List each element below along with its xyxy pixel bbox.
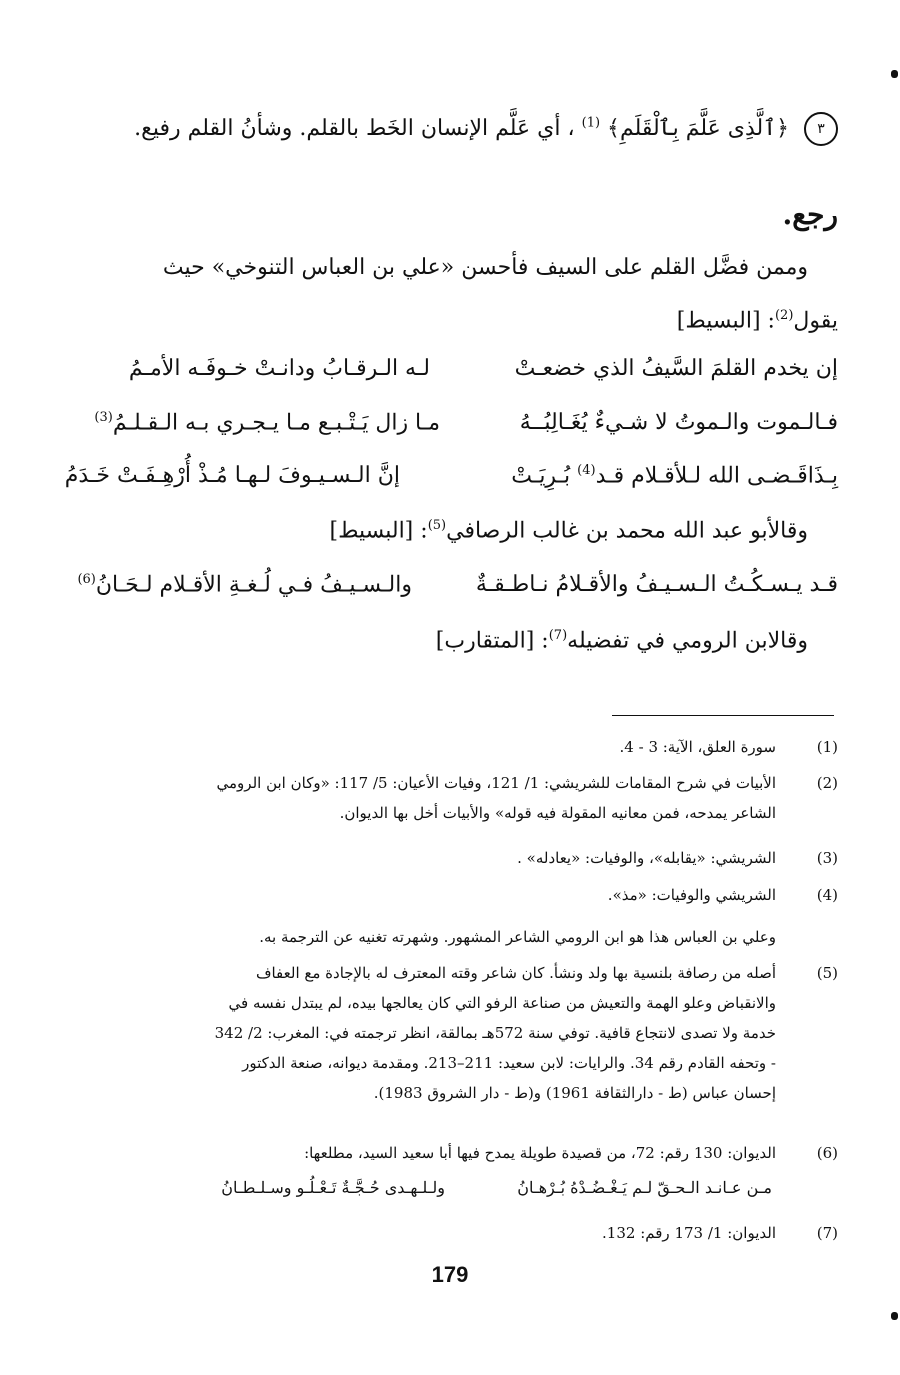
intro-line-2 — [677, 308, 838, 333]
footnote-ref: (7) — [548, 628, 568, 643]
footnote-text: الشريشي والوفيات: «مذ». — [607, 886, 776, 904]
ayah-line — [134, 112, 838, 146]
footnote-6 — [100, 1138, 838, 1168]
poem2-verse-right: قـد يـسـكُـتُ الـسـيـفُ والأقـلامُ نـاطـقـةٌ — [475, 572, 838, 597]
footnote-number: (1) — [816, 738, 838, 756]
poem-verse-1-left: لـه الـرقـابُ ودانـتْ خـوفَـه الأمـمُ — [128, 356, 430, 381]
footnote-text: الشاعر يمدحه، فمن معانيه المقولة فيه قوله» والأبيات أخل بها الديوان. — [339, 804, 776, 822]
poem-verse-3-left: إنَّ الـسـيـوفَ لـهـا مُـذْ أُرْهِـفَـتْ خَـدَمُ — [64, 463, 400, 488]
footnote-number: (4) — [816, 886, 838, 904]
footnote-text: الأبيات في شرح المقامات للشريشي: 1/ 121، وفيات الأعيان: 5/ 117: «وكان ابن الرومي — [216, 774, 776, 792]
footnote-note — [100, 922, 838, 952]
footnote-3 — [100, 843, 838, 873]
footnote-text: وعلي بن العباس هذا هو ابن الرومي الشاعر المشهور. وشهرته تغنيه عن الترجمة به. — [259, 928, 776, 946]
intro-3 — [436, 628, 808, 653]
footnote-ref: (6) — [77, 572, 96, 587]
footnote-text: الشريشي: «يقابله»، والوفيات: «يعادله» . — [517, 849, 776, 867]
footnote-text: الديوان: 1/ 173 رقم: 132. — [602, 1224, 776, 1242]
poem-verse-2-left-text: مـا زال يَـتْـبـع مـا يـجـري بـه الـقـلـمُ — [112, 410, 440, 436]
footnote-text: والانقباض وعلو الهمة والتعيش من صناعة الرفو التي كان يعالجها بيده، لم يبتدل نفسه في — [228, 994, 776, 1012]
footnote-text: سورة العلق، الآية: 3 - 4. — [619, 738, 776, 756]
footnote-ref: (2) — [774, 308, 794, 323]
footnote-number: (6) — [816, 1144, 838, 1162]
intro-line-2-text: يقول — [793, 308, 838, 334]
scan-mark — [891, 70, 898, 78]
footnote-text: أصله من رصافة بلنسية بها ولد ونشأ. كان شاعر وقته المعترف له بالإجادة مع العفاف — [255, 964, 776, 982]
intro-3-text: وقالابن الرومي في تفضيله — [567, 628, 808, 654]
footnote-number: (7) — [816, 1224, 838, 1242]
meter-label: : [البسيط] — [329, 518, 428, 544]
footnote-separator — [612, 715, 834, 716]
footnote-number: (3) — [816, 849, 838, 867]
footnote-number: (5) — [816, 964, 838, 982]
poem-verse-1-right: إن يخدم القلمَ السَّيفُ الذي خضعـتْ — [514, 356, 838, 381]
footnote-ref: (3) — [94, 410, 113, 425]
footnote-7 — [100, 1218, 838, 1248]
intro-line-1: وممن فضَّل القلم على السيف فأحسن «علي بن العباس التنوخي» حيث — [162, 255, 808, 280]
ayah-quote: ﴿ٱلَّذِى عَلَّمَ بِٱلْقَلَمِ﴾ — [607, 116, 789, 141]
footnote-verse-right: مـن عـانـد الـحـقّ لـم يَـغْـضُـدْهُ بُـرْهـانُ — [517, 1178, 772, 1197]
footnote-1 — [100, 732, 838, 762]
poem-verse-3-right-tail: بُـرِيَـتْ — [511, 463, 578, 489]
poem-verse-3-right — [511, 463, 838, 488]
meter-label: : [المتقارب] — [435, 628, 549, 654]
page-number: 179 — [431, 1262, 469, 1287]
footnote-ref: (5) — [427, 518, 447, 533]
section-heading: رجع. — [782, 198, 838, 231]
poem-verse-2-left — [94, 410, 440, 435]
intro-2-text: وقالأبو عبد الله محمد بن غالب الرصافي — [446, 518, 808, 544]
ayah-number-marker: ٣ — [804, 112, 838, 146]
footnote-ref: (4) — [577, 463, 596, 478]
footnote-text: خدمة ولا تصدى لانتجاع قافية. توفي سنة 572هـ بمالقة، انظر ترجمته في: المغرب: 2/ 342 — [214, 1024, 776, 1042]
footnote-verse-left: ولـلـهـدى حُـجَّـةٌ تَـعْـلُـو وسـلـطـانُ — [221, 1178, 445, 1197]
poem-verse-2-right: فـالـموت والـموتُ لا شـيءٌ يُغَـالِبُــهُ — [519, 410, 838, 435]
poem-verse-3-right-text: بِـذَاقَـضـى الله لـلأقـلام قـد — [595, 463, 838, 489]
intro-2 — [330, 518, 809, 543]
footnote-5 — [100, 958, 838, 1108]
poem2-verse-left — [77, 572, 412, 597]
footnote-text: إحسان عباس (ط - دارالثقافة 1961) و(ط - دار الشروق 1983). — [373, 1084, 776, 1102]
footnote-ref: (1) — [581, 115, 601, 131]
poem2-verse-left-text: والـسـيـفُ فـي لُـغـةِ الأقـلام لـحَـانُ — [95, 572, 412, 598]
footnote-text: - وتحفه القادم رقم 34. والرايات: لابن سعيد: 211–213. ومقدمة ديوانه، صنعة الدكتور — [242, 1054, 776, 1072]
footnote-4 — [100, 880, 838, 910]
meter-label: : [البسيط] — [676, 308, 775, 334]
scan-mark — [891, 1312, 898, 1320]
ayah-commentary: ، أي عَلَّم الإنسان الخَط بالقلم. وشأنُ القلم رفيع. — [134, 116, 575, 141]
footnote-number: (2) — [816, 774, 838, 792]
footnote-text: الديوان: 130 رقم: 72، من قصيدة طويلة يمدح فيها أبا سعيد السيد، مطلعها: — [304, 1144, 776, 1162]
footnote-2 — [100, 768, 838, 828]
